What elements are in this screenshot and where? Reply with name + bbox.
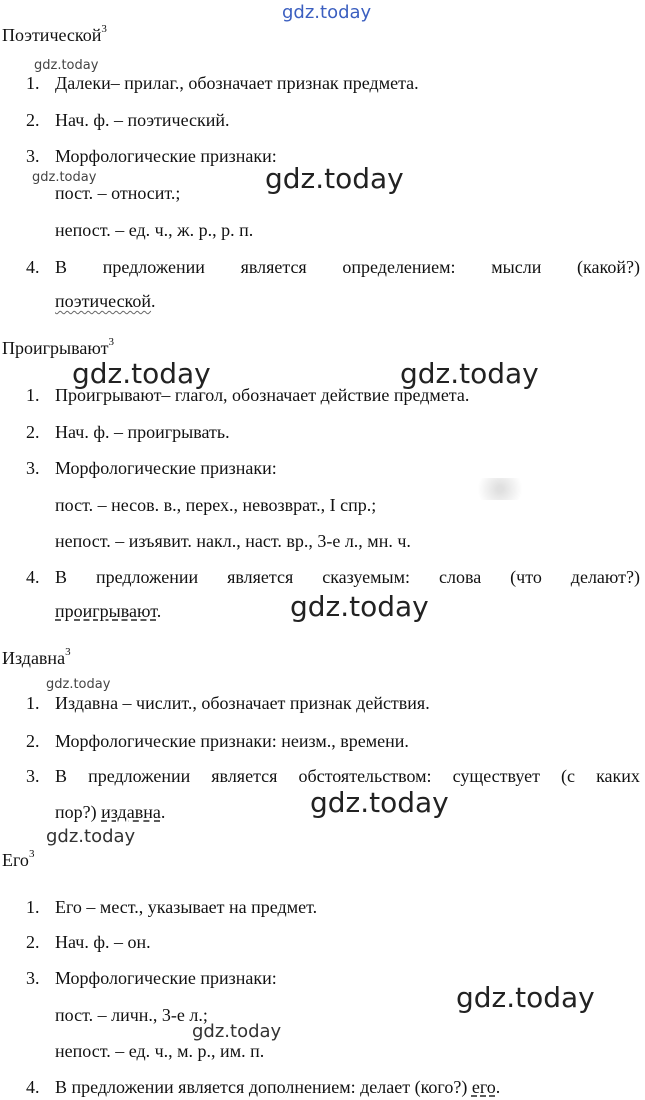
- item-text: Морфологические признаки: неизм., времени.: [55, 731, 409, 751]
- section-heading-izdavna: Издавна$^3$: [2, 646, 71, 668]
- item-text: пост. – личн., 3-е л.;: [55, 1005, 208, 1025]
- item-text: непост. – ед. ч., ж. р., р. п.: [55, 220, 254, 240]
- underlined-word: издавна: [101, 802, 161, 822]
- item-number: 2.: [26, 422, 40, 442]
- section-heading-poeticheskoy: Поэтической$^3$: [2, 23, 107, 45]
- item-text: пост. – несов. в., перех., невозврат., I спр.;: [55, 495, 377, 515]
- item-text-line: В предложении является определением: мысли (какой?): [55, 257, 640, 277]
- scan-artifact: [470, 478, 530, 500]
- item-text: Морфологические признаки:: [55, 968, 277, 988]
- item-number: 4.: [26, 1077, 40, 1097]
- item-text: Его – мест., указывает на предмет.: [55, 897, 318, 917]
- item-number: 3.: [26, 146, 40, 166]
- item-text: Морфологические признаки:: [55, 458, 277, 478]
- item-number: 2.: [26, 932, 40, 952]
- item-text-line: В предложении является сказуемым: слова (что делают?): [55, 567, 640, 587]
- underlined-word: проигрывают: [55, 601, 157, 621]
- item-number: 1.: [26, 693, 40, 713]
- item-number: 3.: [26, 766, 40, 786]
- item-number: 1.: [26, 73, 40, 93]
- item-number: 3.: [26, 458, 40, 478]
- item-number: 3.: [26, 968, 40, 988]
- watermark-small: gdz.today: [34, 58, 99, 73]
- watermark-medium: gdz.today: [192, 1021, 282, 1042]
- item-text: непост. – изъявит. накл., наст. вр., 3-е л., мн. ч.: [55, 531, 411, 551]
- item-text: Издавна – числит., обозначает признак действия.: [55, 693, 430, 713]
- item-number: 1.: [26, 385, 40, 405]
- item-text-line: пор?) издавна.: [55, 802, 166, 822]
- item-number: 4.: [26, 257, 40, 277]
- item-text: Проигрывают– глагол, обозначает действие предмета.: [55, 385, 470, 405]
- item-text: Нач. ф. – он.: [55, 932, 151, 952]
- watermark-large: gdz.today: [290, 590, 429, 623]
- item-number: 4.: [26, 567, 40, 587]
- watermark-small: gdz.today: [32, 170, 97, 185]
- watermark-large: gdz.today: [456, 981, 595, 1014]
- item-text-line: поэтической.: [55, 291, 156, 311]
- item-text-line: В предложении является обстоятельством: существует (с каких: [55, 766, 640, 786]
- underlined-word: его: [471, 1077, 496, 1097]
- watermark-large: gdz.today: [72, 357, 211, 390]
- watermark-large: gdz.today: [265, 162, 404, 195]
- item-text: Морфологические признаки:: [55, 146, 277, 166]
- item-text-line: проигрывают.: [55, 601, 162, 621]
- item-text: Нач. ф. – поэтический.: [55, 110, 230, 130]
- underlined-word: поэтической: [55, 291, 152, 311]
- watermark-large: gdz.today: [310, 786, 449, 819]
- watermark-top: gdz.today: [282, 2, 372, 23]
- item-number: 1.: [26, 897, 40, 917]
- watermark-medium: gdz.today: [46, 826, 136, 847]
- item-number: 2.: [26, 110, 40, 130]
- section-heading-ego: Его$^3$: [2, 848, 35, 870]
- item-text: Далеки– прилаг., обозначает признак предмета.: [55, 73, 419, 93]
- item-number: 2.: [26, 731, 40, 751]
- item-text: непост. – ед. ч., м. р., им. п.: [55, 1041, 265, 1061]
- item-text: пост. – относит.;: [55, 183, 181, 203]
- watermark-large: gdz.today: [400, 357, 539, 390]
- item-text-line: В предложении является дополнением: делает (кого?) его.: [55, 1077, 501, 1097]
- item-text: Нач. ф. – проигрывать.: [55, 422, 230, 442]
- section-heading-proigryvayut: Проигрывают$^3$: [2, 336, 114, 358]
- watermark-small: gdz.today: [46, 677, 111, 692]
